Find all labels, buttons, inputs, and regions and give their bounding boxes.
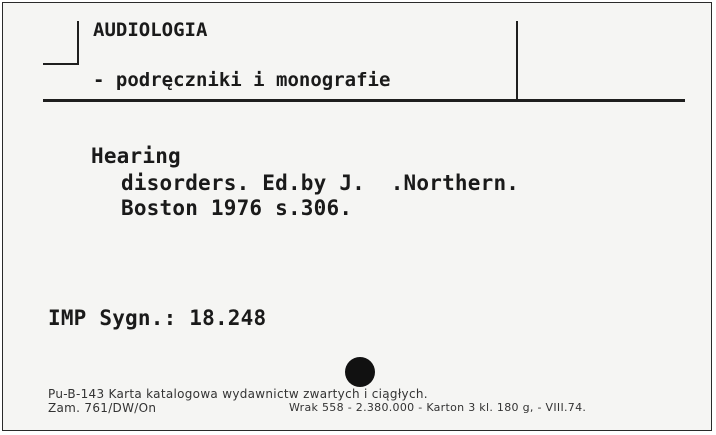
call-number: IMP Sygn.: 18.248 — [48, 306, 267, 330]
entry-title-line2: disorders. Ed.by J. .Northern. — [121, 171, 520, 195]
header-left-bracket — [77, 21, 79, 65]
subject-subheading: - podręczniki i monografie — [93, 69, 391, 91]
footer-print-info: Wrak 558 - 2.380.000 - Karton 3 kl. 180 g, - VIII.74. — [289, 401, 587, 414]
header-bottom-rule — [43, 99, 685, 102]
entry-title-line3: Boston 1976 s.306. — [121, 196, 353, 220]
subject-heading: AUDIOLOGIA — [93, 19, 208, 41]
header-left-underline — [43, 63, 79, 65]
header-right-divider — [516, 21, 518, 99]
footer-form-line: Pu-B-143 Karta katalogowa wydawnictw zwartych i ciągłych. — [48, 387, 428, 401]
catalog-card — [2, 2, 712, 431]
footer-order-number: Zam. 761/DW/On — [48, 401, 157, 415]
punch-hole — [345, 357, 375, 387]
entry-title-line1: Hearing — [91, 144, 181, 168]
